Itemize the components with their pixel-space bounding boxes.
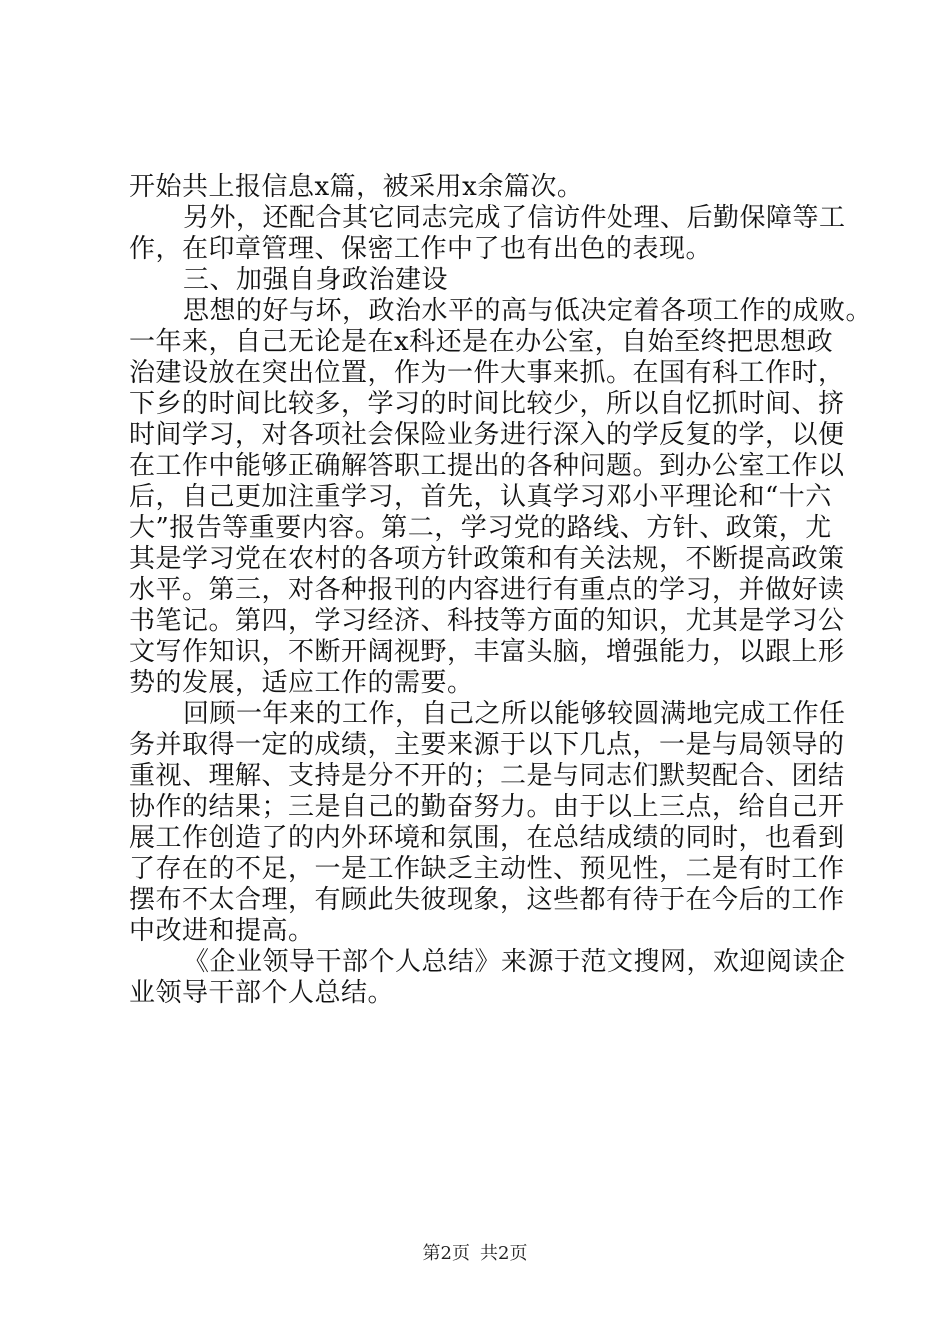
section-heading: 三、加强自身政治建设 — [183, 265, 449, 295]
paragraph-first-line: 另外，还配合其它同志完成了信访件处理、后勤保障等工 — [183, 203, 846, 233]
paragraph-first-line: 回顾一年来的工作，自己之所以能够较圆满地完成工作任 — [183, 699, 846, 729]
text-line: 在工作中能够正确解答职工提出的各种问题。到办公室工作以 — [129, 451, 845, 481]
text-line: 业领导干部个人总结。 — [129, 978, 395, 1008]
page-total: 共2页 — [480, 1243, 528, 1264]
text-line: 大”报告等重要内容。第二，学习党的路线、方针、政策，尤 — [129, 513, 832, 543]
text-line: 水平。第三，对各种报刊的内容进行有重点的学习，并做好读 — [129, 575, 845, 605]
page-number: 第2页 — [422, 1243, 470, 1264]
paragraph-first-line: 《企业领导干部个人总结》来源于范文搜网，欢迎阅读企 — [183, 947, 846, 977]
text-line: 势的发展，适应工作的需要。 — [129, 668, 474, 698]
text-line: 其是学习党在农村的各项方针政策和有关法规，不断提高政策 — [129, 544, 845, 574]
text-line: 下乡的时间比较多，学习的时间比较少，所以自忆抓时间、挤 — [129, 389, 845, 419]
text-line: 务并取得一定的成绩，主要来源于以下几点，一是与局领导的 — [129, 730, 845, 760]
text-line: 中改进和提高。 — [129, 916, 315, 946]
paragraph-first-line: 思想的好与坏，政治水平的高与低决定着各项工作的成败。 — [183, 296, 873, 326]
text-line: 文写作知识，不断开阔视野，丰富头脑，增强能力，以跟上形 — [129, 637, 845, 667]
text-line: 时间学习，对各项社会保险业务进行深入的学反复的学，以便 — [129, 420, 845, 450]
text-line: 了存在的不足，一是工作缺乏主动性、预见性，二是有时工作 — [129, 854, 845, 884]
text-line: 作，在印章管理、保密工作中了也有出色的表现。 — [129, 234, 713, 264]
page-footer — [0, 1242, 950, 1266]
document-body — [129, 172, 873, 1009]
text-line: 展工作创造了的内外环境和氛围，在总结成绩的同时，也看到 — [129, 823, 845, 853]
text-line: 书笔记。第四，学习经济、科技等方面的知识，尤其是学习公 — [129, 606, 845, 636]
text-line: 开始共上报信息x篇，被采用x余篇次。 — [129, 172, 584, 202]
text-line: 治建设放在突出位置，作为一件大事来抓。在国有科工作时， — [129, 358, 845, 388]
text-line: 后，自己更加注重学习，首先，认真学习邓小平理论和“十六 — [129, 482, 832, 512]
text-line: 一年来，自己无论是在x科还是在办公室，自始至终把思想政 — [129, 327, 834, 357]
text-line: 重视、理解、支持是分不开的；二是与同志们默契配合、团结 — [129, 761, 845, 791]
text-line: 协作的结果；三是自己的勤奋努力。由于以上三点，给自己开 — [129, 792, 845, 822]
text-line: 摆布不太合理，有顾此失彼现象，这些都有待于在今后的工作 — [129, 885, 845, 915]
